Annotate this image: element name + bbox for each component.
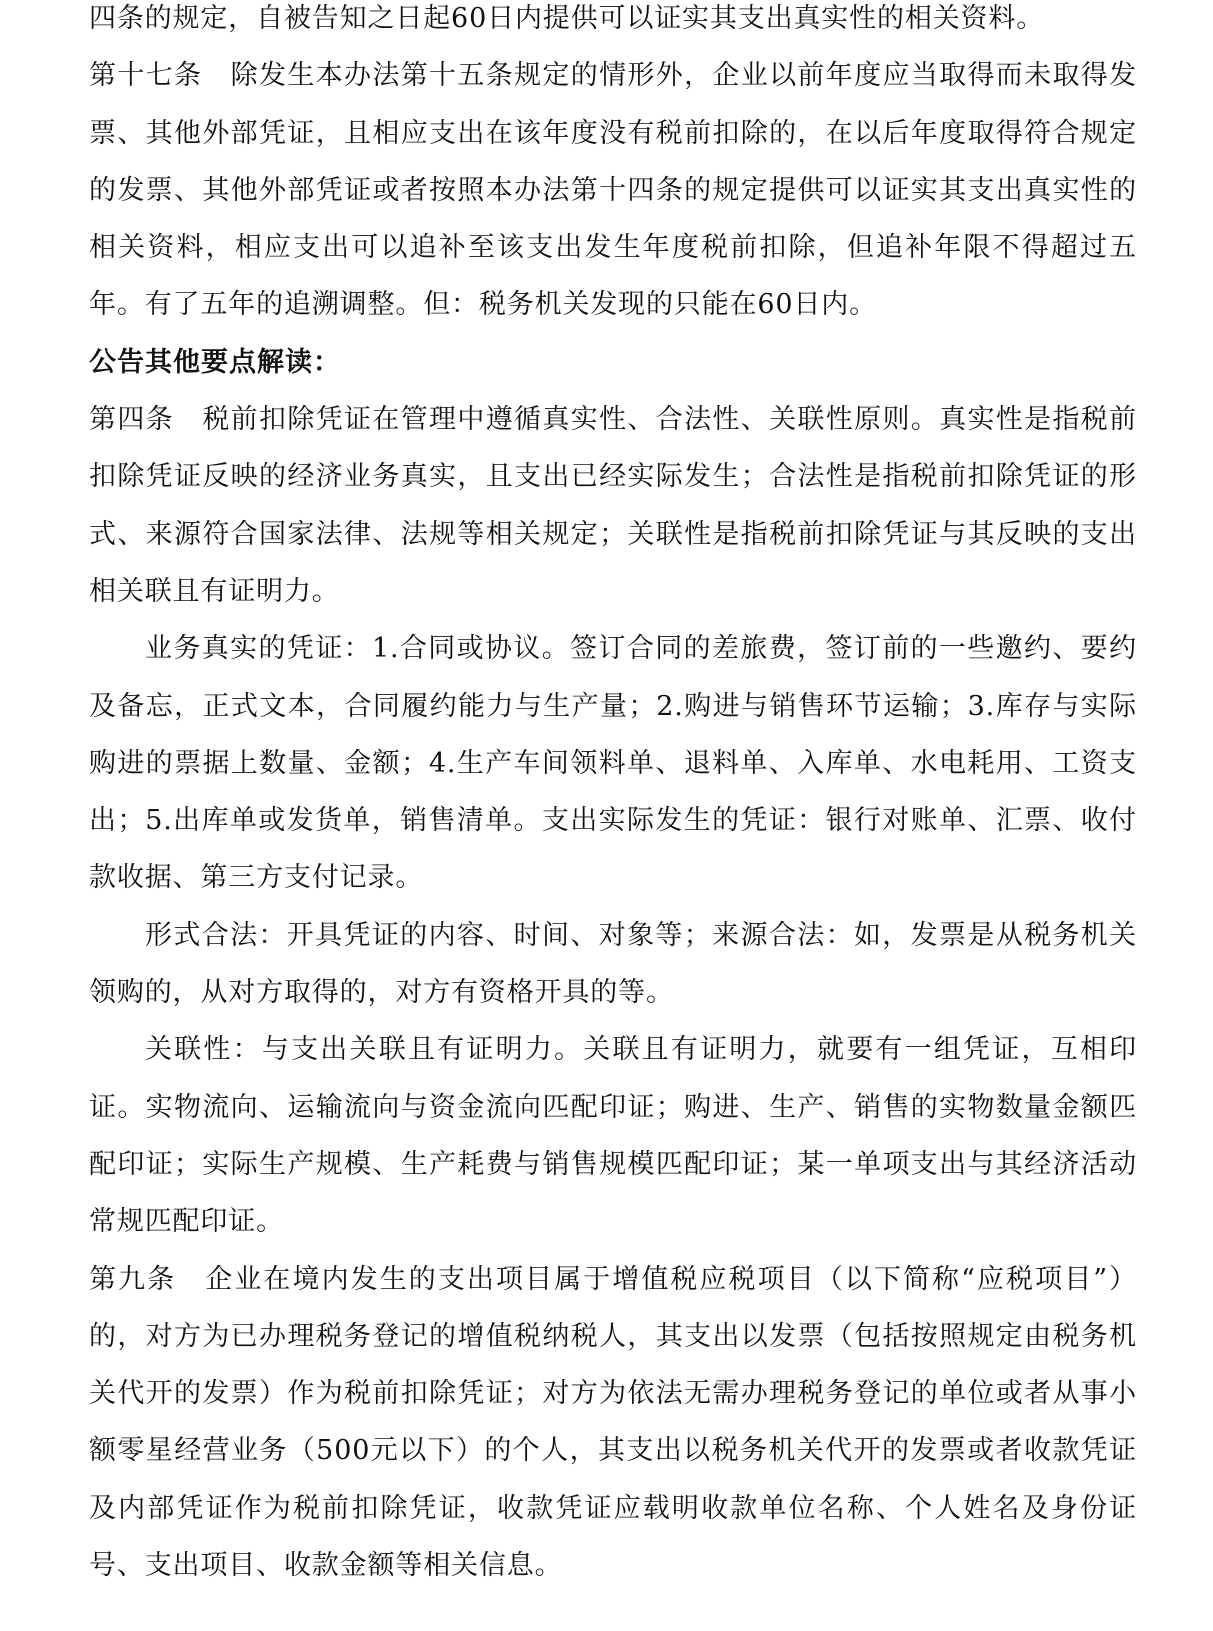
section-heading: 公告其他要点解读：: [89, 346, 341, 378]
paragraph-business-authenticity: 业务真实的凭证：1.合同或协议。签订合同的差旅费，签订前的一些邀约、要约及备忘，正式文本，合同履约能力与生产量；2.购进与销售环节运输；3.库存与实际购进的票据上数量、金额；4.生产车间领料单、退料单、入库单、水电耗用、工资支出；5.出库单或发货单，销售清单。支出实际发生的凭证：银行对账单、汇票、收付款收据、第三方支付记录。: [89, 633, 1137, 894]
paragraph-relevance: 关联性：与支出关联且有证明力。关联且有证明力，就要有一组凭证，互相印证。实物流向、运输流向与资金流向匹配印证；购进、生产、销售的实物数量金额匹配印证；实际生产规模、生产耗费与销售规模匹配印证；某一单项支出与其经济活动常规匹配印证。: [89, 1034, 1137, 1238]
paragraph-form-legality: 形式合法：开具凭证的内容、时间、对象等；来源合法：如，发票是从税务机关领购的，从对方取得的，对方有资格开具的等。: [89, 919, 1137, 1009]
paragraph-article-9: 第九条 企业在境内发生的支出项目属于增值税应税项目（以下简称“应税项目”）的，对方为已办理税务登记的增值税纳税人，其支出以发票（包括按照规定由税务机关代开的发票）作为税前扣除凭证；对方为依法无需办理税务登记的单位或者从事小额零星经营业务（500元以下）的个人，其支出以税务机关代开的发票或者收款凭证及内部凭证作为税前扣除凭证，收款凭证应载明收款单位名称、个人姓名及身份证号、支出项目、收款金额等相关信息。: [89, 1263, 1137, 1582]
paragraph-article-4: 第四条 税前扣除凭证在管理中遵循真实性、合法性、关联性原则。真实性是指税前扣除凭证反映的经济业务真实，且支出已经实际发生；合法性是指税前扣除凭证的形式、来源符合国家法律、法规等相关规定；关联性是指税前扣除凭证与其反映的支出相关联且有证明力。: [89, 404, 1137, 607]
paragraph-article-17: 第十七条 除发生本办法第十五条规定的情形外，企业以前年度应当取得而未取得发票、其他外部凭证，且相应支出在该年度没有税前扣除的，在以后年度取得符合规定的发票、其他外部凭证或者按照本办法第十四条的规定提供可以证实其支出真实性的相关资料，相应支出可以追补至该支出发生年度税前扣除，但追补年限不得超过五年。有了五年的追溯调整。但：税务机关发现的只能在60日内。: [89, 60, 1137, 321]
paragraph-article-16-end: 四条的规定，自被告知之日起60日内提供可以证实其支出真实性的相关资料。: [89, 3, 1045, 34]
document-page: [89, 0, 1137, 1594]
